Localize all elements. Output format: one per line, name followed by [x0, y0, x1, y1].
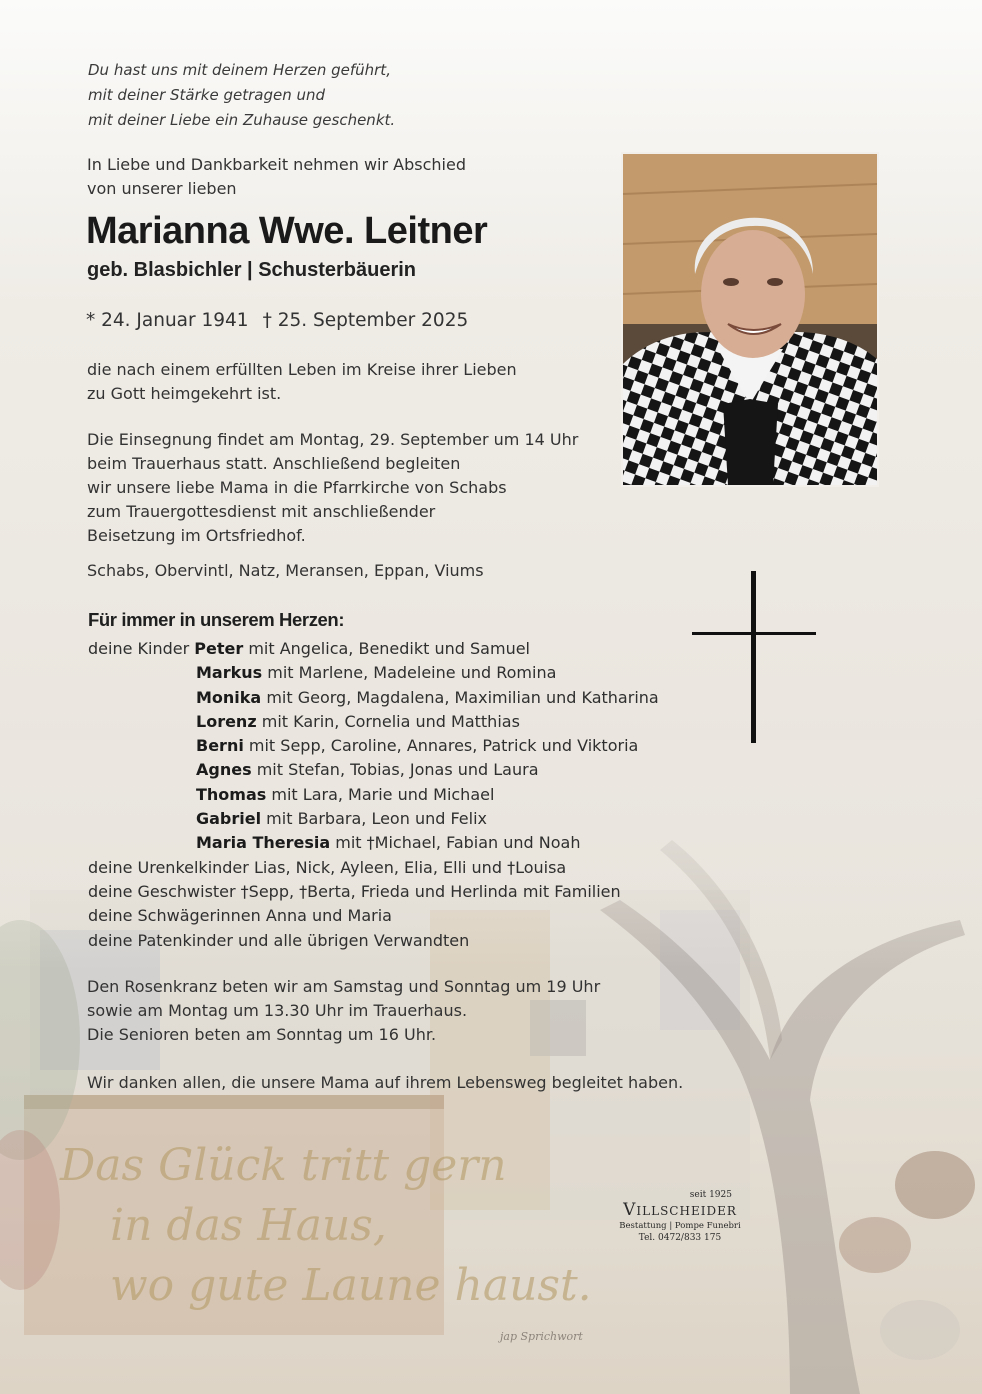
intro-line: In Liebe und Dankbarkeit nehmen wir Abschied: [87, 155, 466, 174]
children-prefix: deine Kinder: [88, 639, 195, 658]
svg-text:jap Sprichwort: jap Sprichwort: [500, 1330, 583, 1343]
list-item: deine Urenkelkinder Lias, Nick, Ayleen, Elia, Elli und †Louisa: [88, 857, 567, 877]
list-item: [88, 807, 659, 831]
logo-services: Bestattung | Pompe Funebri: [619, 1221, 741, 1231]
list-item: [88, 758, 659, 782]
list-item: [88, 734, 659, 758]
child-family: mit Marlene, Madeleine und Romina: [262, 663, 557, 683]
paragraph-line: Den Rosenkranz beten wir am Samstag und Sonntag um 19 Uhr: [87, 977, 601, 996]
quote-line: Du hast uns mit deinem Herzen geführt,: [88, 61, 391, 79]
list-item: [88, 783, 659, 807]
child-family: mit Stefan, Tobias, Jonas und Laura: [251, 760, 539, 780]
forever-heading: Für immer in unserem Herzen:: [88, 609, 345, 630]
family-list: [88, 637, 659, 953]
deceased-name: Marianna Wwe. Leitner: [86, 210, 488, 252]
places-line: Schabs, Obervintl, Natz, Meransen, Eppan, Viums: [87, 561, 484, 580]
list-item: [88, 686, 659, 710]
funeral-paragraph: [87, 428, 578, 548]
list-item: [88, 710, 659, 734]
quote-line: mit deiner Stärke getragen und: [88, 86, 326, 104]
birth-date: * 24. Januar 1941: [86, 310, 249, 331]
child-family: mit Georg, Magdalena, Maximilian und Katharina: [261, 687, 659, 707]
child-name: Gabriel: [196, 809, 262, 829]
list-item: [88, 637, 659, 661]
child-family: mit Sepp, Caroline, Annares, Patrick und Viktoria: [243, 736, 639, 756]
child-name: Markus: [196, 663, 263, 683]
logo-brand: Villscheider: [623, 1200, 737, 1220]
list-item: deine Patenkinder und alle übrigen Verwandten: [88, 930, 470, 950]
quote-line: mit deiner Liebe ein Zuhause geschenkt.: [88, 111, 396, 129]
paragraph-line: die nach einem erfüllten Leben im Kreise ihrer Lieben: [87, 360, 517, 379]
life-dates: [86, 310, 468, 331]
child-name: Monika: [196, 687, 262, 707]
logo-since: seit 1925: [689, 1190, 732, 1200]
rosary-paragraph: [87, 975, 600, 1047]
logo-phone: Tel. 0472/833 175: [638, 1233, 722, 1243]
deceased-subtitle: geb. Blasbichler | Schusterbäuerin: [87, 259, 417, 281]
paragraph-line: sowie am Montag um 13.30 Uhr im Trauerhaus.: [87, 1001, 468, 1020]
child-family: mit Lara, Marie und Michael: [266, 784, 495, 804]
child-family: mit Barbara, Leon und Felix: [261, 809, 487, 829]
thanks-line: Wir danken allen, die unsere Mama auf ihrem Lebensweg begleitet haben.: [87, 1073, 684, 1092]
paragraph-line: zu Gott heimgekehrt ist.: [87, 384, 282, 403]
paragraph-line: Die Senioren beten am Sonntag um 16 Uhr.: [87, 1025, 437, 1044]
child-family: mit Angelica, Benedikt und Samuel: [243, 639, 530, 658]
child-family: mit †Michael, Fabian und Noah: [330, 833, 581, 853]
passing-paragraph: [87, 358, 517, 406]
child-name: Peter: [194, 639, 244, 658]
child-family: mit Karin, Cornelia und Matthias: [256, 711, 520, 731]
child-name: Thomas: [196, 784, 267, 804]
paragraph-line: Die Einsegnung findet am Montag, 29. September um 14 Uhr: [87, 430, 579, 449]
child-name: Maria Theresia: [196, 833, 331, 853]
paragraph-line: Beisetzung im Ortsfriedhof.: [87, 526, 306, 545]
death-date: † 25. September 2025: [262, 310, 469, 331]
funeral-home-logo: [612, 1190, 748, 1244]
list-item: deine Schwägerinnen Anna und Maria: [88, 906, 392, 926]
child-name: Agnes: [196, 760, 252, 780]
cross-icon: [692, 571, 816, 743]
child-name: Lorenz: [196, 711, 257, 731]
portrait-photo: [621, 152, 879, 487]
intro-text: [87, 153, 466, 201]
list-item: deine Geschwister †Sepp, †Berta, Frieda und Herlinda mit Familien: [88, 881, 621, 901]
list-item: [88, 831, 659, 855]
child-name: Berni: [196, 736, 244, 756]
paragraph-line: wir unsere liebe Mama in die Pfarrkirche von Schabs: [87, 478, 507, 497]
opening-quote: [88, 58, 395, 133]
paragraph-line: beim Trauerhaus statt. Anschließend begleiten: [87, 454, 461, 473]
list-item: [88, 661, 659, 685]
paragraph-line: zum Trauergottesdienst mit anschließender: [87, 502, 436, 521]
intro-line: von unserer lieben: [87, 179, 237, 198]
